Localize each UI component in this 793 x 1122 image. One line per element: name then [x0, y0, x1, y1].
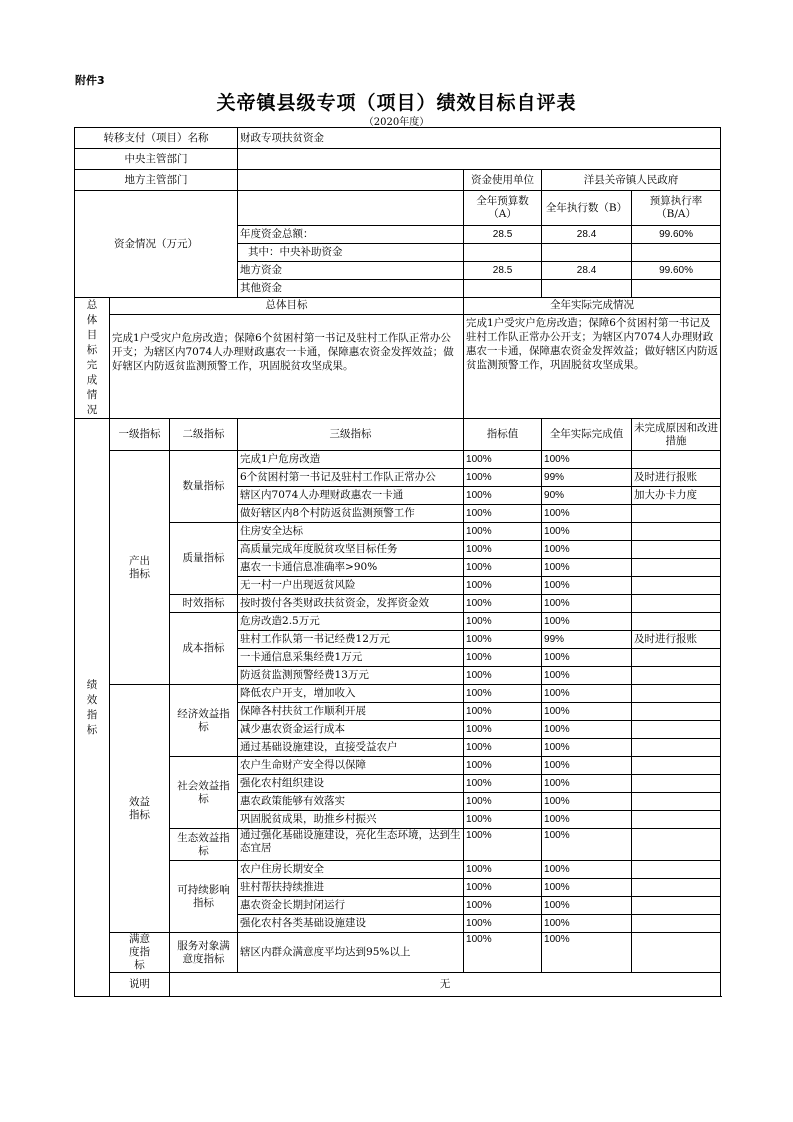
- funds-rate: [632, 280, 721, 298]
- indicator-name: 降低农户开支，增加收入: [238, 685, 464, 703]
- indicator-actual: 100%: [542, 897, 632, 915]
- overall-actual-text: 完成1户受灾户危房改造；保障6个贫困村第一书记及驻村工作队正常办公开支；为辖区内7074人办理财政惠农一卡通，保障惠农资金发挥效益；做好辖区内防返贫监测预警工作，巩固脱贫攻坚成果。: [464, 314, 721, 418]
- perf-h-level3: 三级指标: [238, 419, 464, 451]
- funds-header-blank: [238, 191, 464, 226]
- report-year: （2020年度）: [363, 117, 430, 128]
- indicator-target: 100%: [464, 631, 542, 649]
- page-title: 关帝镇县级专项（项目）绩效目标自评表: [216, 92, 577, 114]
- indicator-name: 按时拨付各类财政扶贫资金，发挥资金效: [238, 595, 464, 613]
- indicator-target: 100%: [464, 667, 542, 685]
- output-indicator-label: 产出指标: [110, 451, 170, 685]
- indicator-target: 100%: [464, 685, 542, 703]
- indicator-reason: [632, 703, 721, 721]
- indicator-name: 惠农政策能够有效落实: [238, 793, 464, 811]
- indicator-reason: [632, 649, 721, 667]
- indicator-reason: [632, 897, 721, 915]
- indicator-target: 100%: [464, 739, 542, 757]
- indicator-target: 100%: [464, 577, 542, 595]
- indicator-actual: 100%: [542, 739, 632, 757]
- indicator-name: 辖区内群众满意度平均达到95%以上: [238, 933, 464, 973]
- note-label: 说明: [110, 973, 170, 997]
- indicator-target: 100%: [464, 861, 542, 879]
- funds-row-label: 地方资金: [238, 262, 464, 280]
- indicator-reason: [632, 879, 721, 897]
- indicator-actual: 100%: [542, 721, 632, 739]
- indicator-actual: 100%: [542, 523, 632, 541]
- indicator-target: 100%: [464, 487, 542, 505]
- indicator-target: 100%: [464, 613, 542, 631]
- table-row: [75, 861, 721, 879]
- indicator-name: 强化农村组织建设: [238, 775, 464, 793]
- indicator-name: 通过强化基础设施建设，亮化生态环境，达到生态宜居: [238, 829, 464, 861]
- perf-h-actual: 全年实际完成值: [542, 419, 632, 451]
- indicator-reason: [632, 793, 721, 811]
- indicator-target: 100%: [464, 721, 542, 739]
- indicator-name: 农户住房长期安全: [238, 861, 464, 879]
- indicator-actual: 99%: [542, 469, 632, 487]
- indicator-target: 100%: [464, 775, 542, 793]
- funds-rate: [632, 244, 721, 262]
- indicator-target: 100%: [464, 811, 542, 829]
- indicator-actual: 99%: [542, 631, 632, 649]
- evaluation-table: [74, 127, 721, 997]
- indicator-actual: 100%: [542, 829, 632, 861]
- funds-budget: [464, 280, 542, 298]
- indicator-target: 100%: [464, 829, 542, 861]
- overall-header-row: [75, 298, 721, 315]
- overall-goal-text: 完成1户受灾户危房改造；保障6个贫困村第一书记及驻村工作队正常办公开支；为辖区内7074人办理财政惠农一卡通，保障惠农资金发挥效益；做好辖区内防返贫监测预警工作，巩固脱贫攻坚成果。: [110, 314, 464, 418]
- fund-unit-label: 资金使用单位: [464, 170, 542, 191]
- table-row: [75, 685, 721, 703]
- indicator-name: 高质量完成年度脱贫攻坚目标任务: [238, 541, 464, 559]
- indicator-target: 100%: [464, 649, 542, 667]
- project-name-row: [75, 128, 721, 149]
- indicator-target: 100%: [464, 793, 542, 811]
- funds-exec: [542, 280, 632, 298]
- indicator-actual: 100%: [542, 613, 632, 631]
- indicator-reason: [632, 577, 721, 595]
- indicator-target: 100%: [464, 879, 542, 897]
- indicator-reason: 及时进行报账: [632, 631, 721, 649]
- attachment-label: 附件3: [75, 74, 105, 87]
- funds-col-budget: 全年预算数（A）: [464, 191, 542, 226]
- indicator-reason: [632, 505, 721, 523]
- indicator-target: 100%: [464, 505, 542, 523]
- indicator-name: 防返贫监测预警经费13万元: [238, 667, 464, 685]
- indicator-name: 一卡通信息采集经费1万元: [238, 649, 464, 667]
- indicator-reason: 加大办卡力度: [632, 487, 721, 505]
- cost-indicator-label: 成本指标: [170, 613, 238, 685]
- indicator-reason: [632, 739, 721, 757]
- eco-indicator-label: 生态效益指标: [170, 829, 238, 861]
- indicator-reason: [632, 829, 721, 861]
- central-dept-row: [75, 149, 721, 170]
- timeliness-indicator-label: 时效指标: [170, 595, 238, 613]
- indicator-actual: 100%: [542, 703, 632, 721]
- perf-h-reason: 未完成原因和改进措施: [632, 419, 721, 451]
- indicator-name: 住房安全达标: [238, 523, 464, 541]
- service-indicator-label: 服务对象满意度指标: [170, 933, 238, 973]
- indicator-target: 100%: [464, 757, 542, 775]
- indicator-name: 危房改造2.5万元: [238, 613, 464, 631]
- indicator-target: 100%: [464, 559, 542, 577]
- indicator-reason: [632, 667, 721, 685]
- indicator-actual: 100%: [542, 757, 632, 775]
- indicator-actual: 100%: [542, 577, 632, 595]
- table-row: [75, 595, 721, 613]
- indicator-actual: 100%: [542, 915, 632, 933]
- indicator-name: 惠农一卡通信息准确率>90%: [238, 559, 464, 577]
- table-row: [75, 523, 721, 541]
- table-row: [75, 933, 721, 973]
- indicator-reason: [632, 811, 721, 829]
- indicator-actual: 100%: [542, 685, 632, 703]
- indicator-target: 100%: [464, 703, 542, 721]
- indicator-reason: 及时进行报账: [632, 469, 721, 487]
- local-dept-row: [75, 170, 721, 191]
- indicator-reason: [632, 541, 721, 559]
- indicator-actual: 100%: [542, 595, 632, 613]
- indicator-name: 驻村工作队第一书记经费12万元: [238, 631, 464, 649]
- perf-header-row: [75, 419, 721, 451]
- indicator-name: 做好辖区内8个村防返贫监测预警工作: [238, 505, 464, 523]
- social-indicator-label: 社会效益指标: [170, 757, 238, 829]
- table-row: [75, 757, 721, 775]
- funds-col-rate: 预算执行率（B/A）: [632, 191, 721, 226]
- indicator-target: 100%: [464, 897, 542, 915]
- indicator-name: 无一村一户出现返贫风险: [238, 577, 464, 595]
- funds-row-label: 其他资金: [238, 280, 464, 298]
- indicator-reason: [632, 559, 721, 577]
- funds-col-exec: 全年执行数（B）: [542, 191, 632, 226]
- funds-header-row: [75, 191, 721, 226]
- indicator-name: 惠农资金长期封闭运行: [238, 897, 464, 915]
- indicator-name: 农户生命财产安全得以保障: [238, 757, 464, 775]
- benefit-indicator-label: 效益指标: [110, 685, 170, 933]
- indicator-reason: [632, 613, 721, 631]
- note-row: [75, 973, 721, 997]
- indicator-actual: 100%: [542, 861, 632, 879]
- indicator-actual: 100%: [542, 811, 632, 829]
- funds-exec: [542, 244, 632, 262]
- indicator-actual: 100%: [542, 879, 632, 897]
- perf-label: 绩效指标: [75, 419, 110, 997]
- indicator-actual: 100%: [542, 667, 632, 685]
- indicator-name: 驻村帮扶持续推进: [238, 879, 464, 897]
- indicator-name: 减少惠农资金运行成本: [238, 721, 464, 739]
- table-row: [75, 451, 721, 469]
- indicator-actual: 100%: [542, 793, 632, 811]
- indicator-reason: [632, 595, 721, 613]
- indicator-name: 保障各村扶贫工作顺利开展: [238, 703, 464, 721]
- funds-rate: 99.60%: [632, 226, 721, 244]
- funds-exec: 28.4: [542, 262, 632, 280]
- indicator-actual: 90%: [542, 487, 632, 505]
- quantity-indicator-label: 数量指标: [170, 451, 238, 523]
- indicator-reason: [632, 685, 721, 703]
- funds-row-label: 其中：中央补助资金: [238, 244, 464, 262]
- indicator-target: 100%: [464, 915, 542, 933]
- indicator-actual: 100%: [542, 933, 632, 973]
- perf-h-target: 指标值: [464, 419, 542, 451]
- funds-row-label: 年度资金总额：: [238, 226, 464, 244]
- overall-label: 总体目标完成情况: [75, 298, 110, 419]
- perf-h-level1: 一级指标: [110, 419, 170, 451]
- indicator-target: 100%: [464, 933, 542, 973]
- indicator-reason: [632, 775, 721, 793]
- funds-rate: 99.60%: [632, 262, 721, 280]
- indicator-name: 6个贫困村第一书记及驻村工作队正常办公: [238, 469, 464, 487]
- indicator-actual: 100%: [542, 775, 632, 793]
- sustain-indicator-label: 可持续影响指标: [170, 861, 238, 933]
- indicator-reason: [632, 915, 721, 933]
- economic-indicator-label: 经济效益指标: [170, 685, 238, 757]
- central-dept-value: [238, 149, 721, 170]
- indicator-name: 通过基础设施建设，直接受益农户: [238, 739, 464, 757]
- table-row: [75, 613, 721, 631]
- indicator-actual: 100%: [542, 451, 632, 469]
- local-dept-label: 地方主管部门: [75, 170, 238, 191]
- fund-unit-value: 洋县关帝镇人民政府: [542, 170, 721, 191]
- indicator-reason: [632, 933, 721, 973]
- indicator-reason: [632, 523, 721, 541]
- indicator-actual: 100%: [542, 505, 632, 523]
- perf-h-level2: 二级指标: [170, 419, 238, 451]
- indicator-reason: [632, 757, 721, 775]
- indicator-reason: [632, 861, 721, 879]
- indicator-target: 100%: [464, 523, 542, 541]
- indicator-reason: [632, 451, 721, 469]
- indicator-reason: [632, 721, 721, 739]
- indicator-target: 100%: [464, 451, 542, 469]
- funds-label: 资金情况（万元）: [75, 191, 238, 298]
- indicator-actual: 100%: [542, 649, 632, 667]
- table-row: [75, 829, 721, 861]
- indicator-actual: 100%: [542, 559, 632, 577]
- project-name-value: 财政专项扶贫资金: [238, 128, 721, 149]
- indicator-target: 100%: [464, 595, 542, 613]
- note-value: 无: [170, 973, 721, 997]
- quality-indicator-label: 质量指标: [170, 523, 238, 595]
- satisfaction-indicator-label: 满意度指标: [110, 933, 170, 973]
- central-dept-label: 中央主管部门: [75, 149, 238, 170]
- funds-budget: [464, 244, 542, 262]
- project-name-label: 转移支付（项目）名称: [75, 128, 238, 149]
- local-dept-value: [238, 170, 464, 191]
- funds-budget: 28.5: [464, 262, 542, 280]
- indicator-name: 强化农村各类基础设施建设: [238, 915, 464, 933]
- funds-budget: 28.5: [464, 226, 542, 244]
- indicator-target: 100%: [464, 541, 542, 559]
- indicator-actual: 100%: [542, 541, 632, 559]
- indicator-name: 巩固脱贫成果，助推乡村振兴: [238, 811, 464, 829]
- indicator-target: 100%: [464, 469, 542, 487]
- indicator-name: 辖区内7074人办理财政惠农一卡通: [238, 487, 464, 505]
- overall-content-row: [75, 314, 721, 418]
- funds-exec: 28.4: [542, 226, 632, 244]
- indicator-name: 完成1户危房改造: [238, 451, 464, 469]
- overall-goal-header: 总体目标: [110, 298, 464, 315]
- overall-actual-header: 全年实际完成情况: [464, 298, 721, 315]
